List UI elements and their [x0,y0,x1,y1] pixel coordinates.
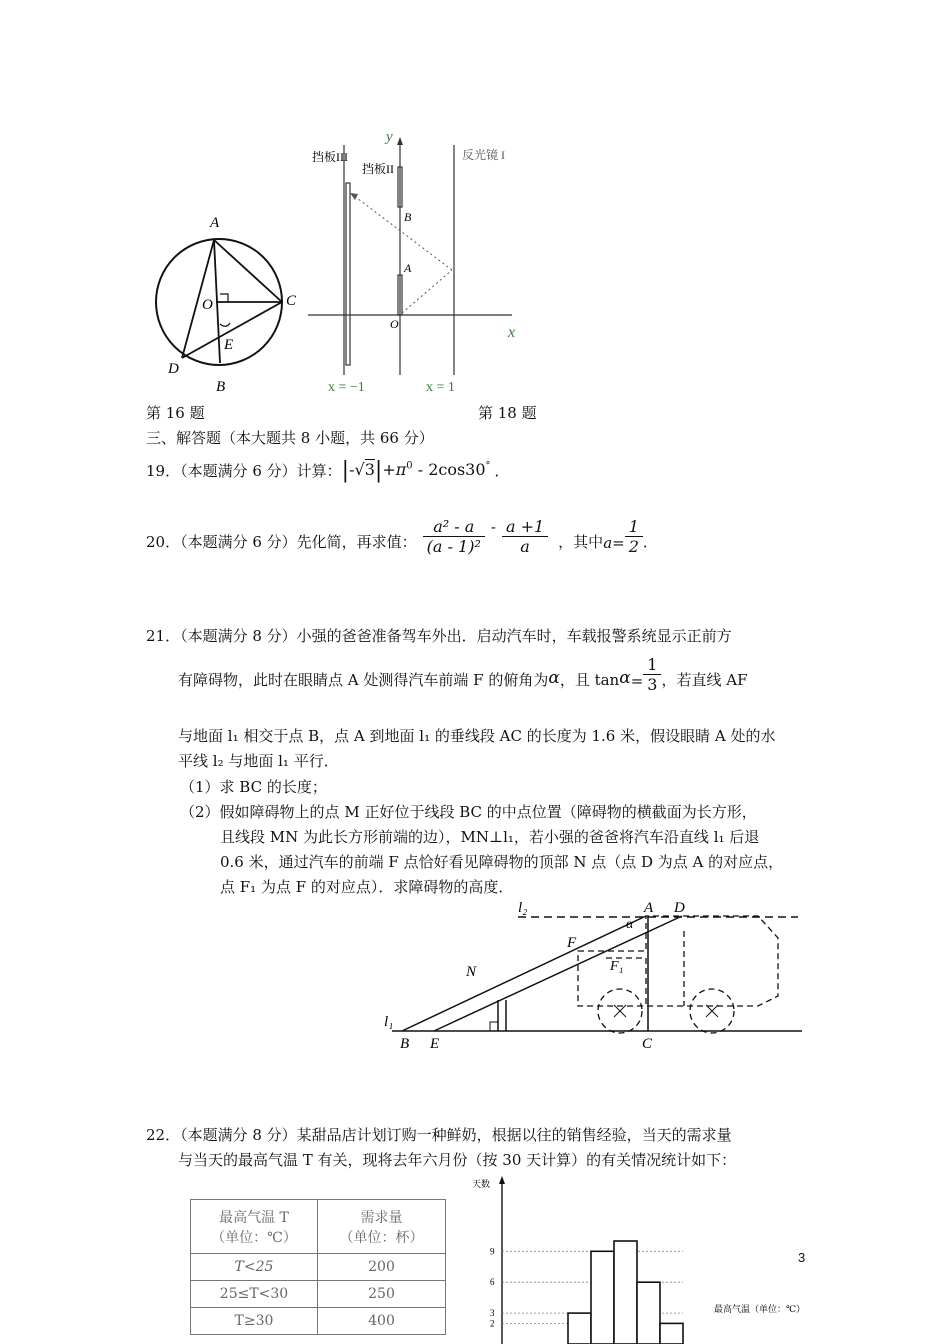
table-row: T<25 200 [191,1254,446,1281]
temperature-histogram [460,1172,806,1344]
caption-fig18: 第 18 题 [478,404,537,422]
right-angle-mark [490,1022,498,1031]
q21-sub-1: （1）求 BC 的长度； [180,778,327,796]
q19-expression: $|-√3|+\pi^0 - 2\cos 30^\circ$ [341,457,491,483]
q21-line-2: 有障碍物，此时在眼睛点 A 处测得汽车前端 F 的俯角为 α ，且 tan α = $\frac{1}{3}$ ，若直线 AF [178,655,748,694]
label-board3: 挡板III [312,150,348,164]
label-C: C [286,293,297,309]
histogram-bar [614,1241,637,1344]
label-N: N [466,964,477,980]
y-axis-arrow-icon [397,137,403,145]
y-tick-label: 6 [490,1277,495,1288]
q20-fraction-2: $\frac{a +1}{a}$ [502,517,548,556]
histogram-bar [568,1313,591,1344]
histogram-bar [637,1282,660,1344]
label-x1: x = 1 [426,380,455,395]
q21-line-3: 与地面 l₁ 相交于点 B，点 A 到地面 l₁ 的垂线段 AC 的长度为 1.6 米，假设眼睛 A 处的水 [178,727,776,745]
q22-line-2: 与当天的最高气温 T 有关，现将去年六月份（按 30 天计算）的有关情况统计如下： [178,1151,737,1169]
tan-fraction: $\frac{1}{3}$ [643,655,661,694]
q20-fraction-1: $\frac{\text{a² - a}}{\text{(a - 1)²}}$ [423,517,485,556]
q21-line-1: 21．（本题满分 8 分）小强的爸爸准备驾车外出．启动汽车时，车载报警系统显示正前方 [146,627,732,645]
figure-21-car [378,896,810,1056]
label-x-neg1: x = −1 [328,380,365,395]
q21-sub-2-line-4: 点 F₁ 为点 F 的对应点）．求障碍物的高度． [220,878,514,896]
label-y: y [386,129,393,145]
label-F: F [567,935,577,951]
label-board2: 挡板II [362,162,394,176]
y-axis-arrow-icon [499,1176,505,1184]
y-tick-label: 3 [490,1308,495,1319]
y-tick-label: 9 [490,1246,495,1257]
label-F1: F₁ [610,959,624,974]
q22-line-1: 22．（本题满分 8 分）某甜品店计划订购一种鲜奶，根据以往的销售经验，当天的需求量 [146,1126,732,1144]
label-B18: B [404,210,412,224]
histogram-xlabel: 最高气温（单位：℃） [714,1304,806,1314]
q19-prefix: 19．（本题满分 6 分）计算： [146,461,342,480]
header-demand: 需求量 （单位：杯） [318,1200,446,1254]
label-A18: A [404,261,412,275]
q21-sub-2-line-1: （2）假如障碍物上的点 M 正好位于线段 BC 的中点位置（障碍物的横截面为长方形， [180,803,757,821]
label-C21: C [642,1036,653,1052]
label-B21: B [400,1036,410,1052]
histogram-bar [591,1251,614,1344]
label-alpha: α [626,917,634,932]
question-19: 19．（本题满分 6 分）计算： $|-√3|+\pi^0 - 2\cos 30^\circ$ ． [146,457,510,483]
label-l1: l₁ [384,1014,394,1030]
caption-fig16: 第 16 题 [146,404,205,422]
right-angle-mark [220,294,228,302]
table-row: 25≤T<30 250 [191,1281,446,1308]
section-3-title: 三、解答题（本大题共 8 小题，共 66 分） [146,429,434,447]
q21-sub-2-line-3: 0.6 米，通过汽车的前端 F 点恰好看见障碍物的顶部 N 点（点 D 为点 A 的对应点， [220,853,784,871]
question-20: 20．（本题满分 6 分）先化简，再求值： $\frac{\text{a² - a}}{\text{(a - 1)²}}$ - $\frac{a +1}{a}$ ，其中 a= $\frac{1}{2}$ ． [146,517,658,556]
label-A21: A [644,900,654,916]
ray-to-mirror [402,270,452,313]
temperature-demand-table [190,1199,446,1335]
label-O18: O [390,317,399,331]
header-temperature: 最高气温 T （单位：℃） [191,1200,318,1254]
label-E: E [224,337,234,353]
q20-value-fraction: $\frac{1}{2}$ [625,517,643,556]
ray-arrow-icon [350,193,358,200]
board-3 [346,183,350,365]
label-l2: l₂ [518,900,528,916]
label-A: A [210,215,220,231]
label-mirror: 反光镜 I [462,148,505,162]
label-x: x [508,324,516,341]
figure-18-optics [300,125,540,400]
histogram-ylabel: 天数 [472,1179,491,1189]
table-row: T≥30 400 [191,1308,446,1335]
label-E21: E [430,1036,440,1052]
y-tick-label: 2 [490,1318,495,1329]
figure-16-circle [140,205,320,400]
histogram-bar [660,1323,683,1344]
q20-prefix: 20．（本题满分 6 分）先化简，再求值： [146,533,417,551]
angle-arc [220,323,230,326]
label-D21: D [674,900,685,916]
page-number: 3 [798,1250,806,1265]
q21-sub-2-line-2: 且线段 MN 为此长方形前端的边），MN⊥l₁，若小强的爸爸将汽车沿直线 l₁ 后退 [220,828,760,846]
q21-line-4: 平线 l₂ 与地面 l₁ 平行． [178,752,339,770]
chord-AC [214,240,282,302]
label-B: B [216,379,226,395]
label-O: O [202,297,213,313]
label-D: D [168,361,179,377]
